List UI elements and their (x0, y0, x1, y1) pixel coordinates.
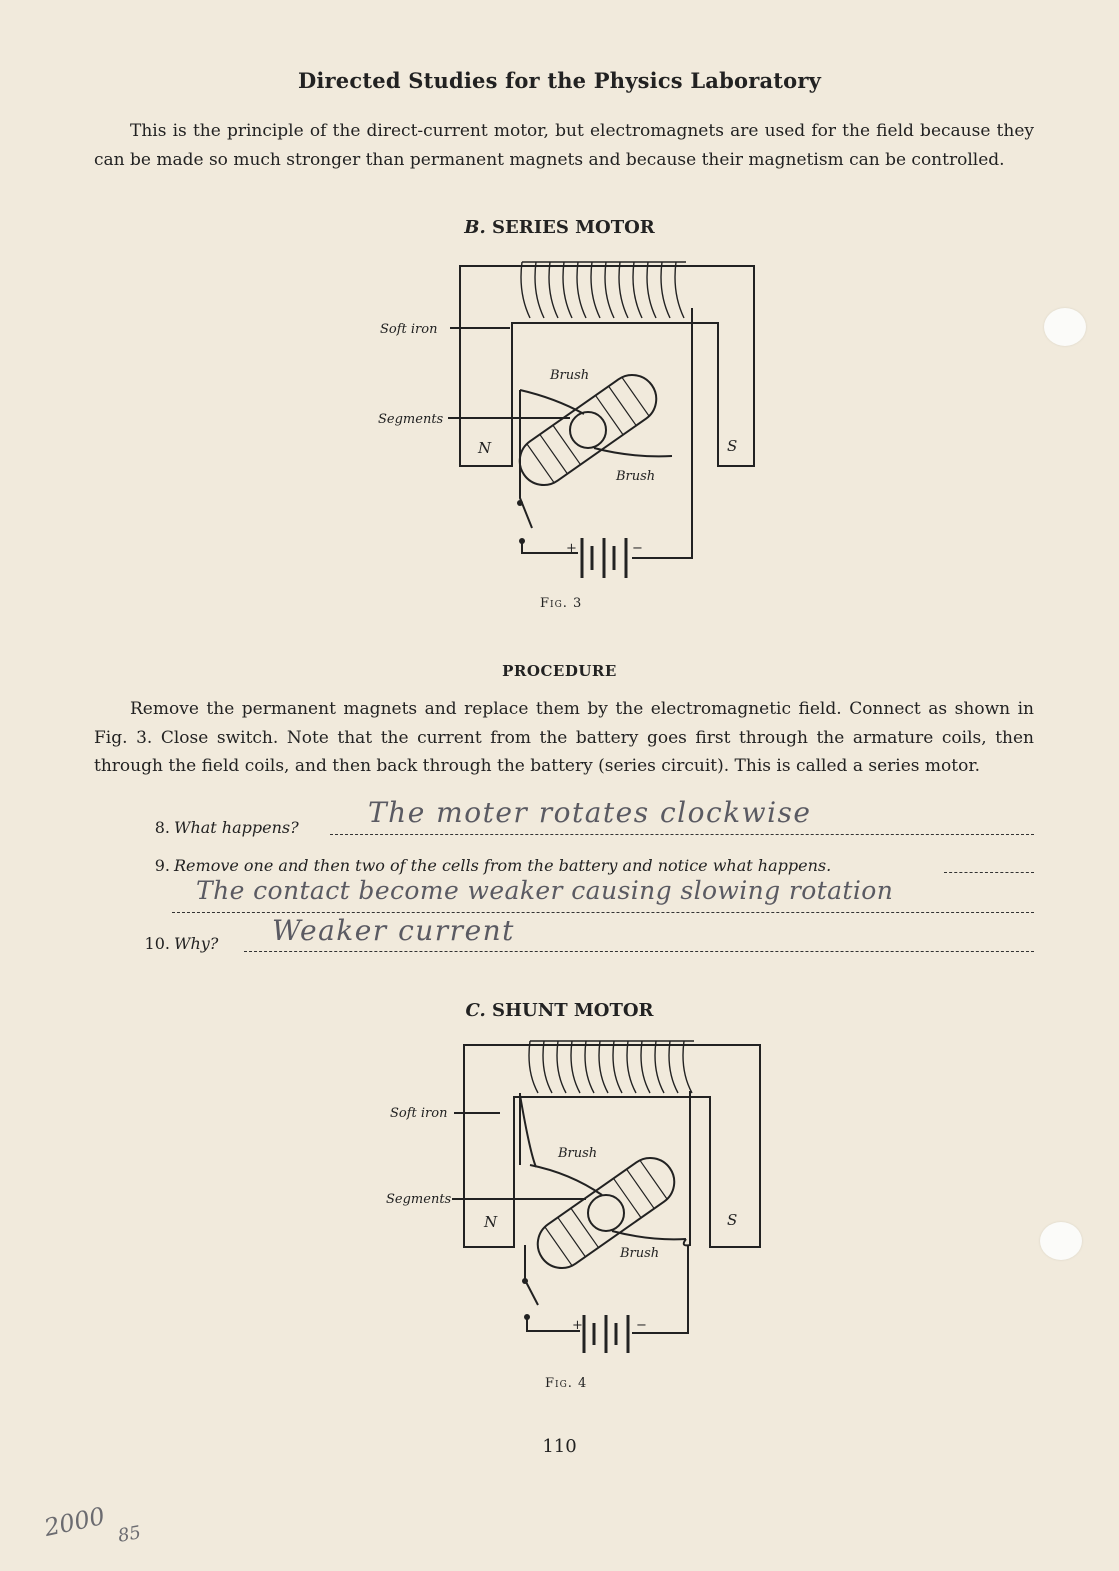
brush-bottom (594, 448, 672, 456)
punch-hole (1044, 308, 1086, 346)
series-motor-letter: B. (464, 217, 486, 238)
segments-label: Segments (378, 412, 444, 427)
procedure-paragraph: Remove the permanent magnets and replace them by the electromagnetic field. Connect as shown in Fig. 3. Close switch. Note that the current from the battery goes first through the armature coils, then through the field coils, and then back through the battery (series circuit). This is called a series motor. (94, 699, 1034, 776)
series-motor-diagram (370, 248, 770, 593)
south-pole-label: S (727, 437, 738, 455)
answer-line-9a (944, 872, 1034, 873)
switch-pivot (522, 1278, 528, 1284)
answer-9-handwriting: The contact become weaker causing slowing rotation (196, 876, 894, 905)
field-coil (529, 1041, 694, 1093)
brush-top-label: Brush (558, 1146, 598, 1161)
question-10: 10. Why? (144, 934, 219, 953)
switch-pivot (517, 500, 523, 506)
shunt-motor-letter: C. (465, 1000, 486, 1021)
figure-3-caption: Fig. 3 (540, 596, 583, 611)
intro-paragraph: This is the principle of the direct-current motor, but electromagnets are used for the field because they can be made so much stronger than permanent magnets and because their magnetism can be controlled. (94, 121, 1034, 170)
armature (528, 1149, 683, 1278)
battery-minus-label: − (632, 541, 643, 556)
answer-line-10 (244, 951, 1034, 952)
figure-4-caption: Fig. 4 (545, 1376, 588, 1391)
shunt-motor-heading (0, 1000, 1119, 1021)
wire-left (520, 390, 532, 528)
commutator (588, 1195, 624, 1231)
switch-contact (519, 538, 525, 544)
question-8: 8. What happens? (154, 818, 299, 837)
shunt-motor-title: SHUNT MOTOR (492, 1000, 654, 1021)
page-number: 110 (542, 1436, 577, 1457)
north-pole-label: N (478, 439, 492, 457)
brush-bottom-label: Brush (616, 469, 656, 484)
pencil-note: 2000 (41, 1501, 108, 1543)
brush-top-label: Brush (550, 368, 590, 383)
battery-minus-label: − (636, 1318, 647, 1333)
shunt-wire-left (520, 1093, 536, 1167)
soft-iron-label: Soft iron (390, 1106, 448, 1121)
answer-line-9b (172, 912, 1034, 913)
answer-8-handwriting: The moter rotates clockwise (368, 796, 812, 829)
procedure-heading: PROCEDURE (502, 662, 617, 680)
shunt-wire-right (684, 1091, 690, 1245)
page-title: Directed Studies for the Physics Laboratory (297, 68, 822, 93)
battery-plus-label: + (572, 1318, 583, 1333)
battery-plus-label: + (566, 541, 577, 556)
segments-label: Segments (386, 1192, 452, 1207)
south-pole-label: S (727, 1211, 738, 1229)
north-pole-label: N (484, 1213, 498, 1231)
soft-iron-label: Soft iron (380, 322, 438, 337)
battery (584, 1315, 628, 1353)
soft-iron-frame (464, 1045, 760, 1247)
wire-left (525, 1245, 538, 1305)
switch-contact (524, 1314, 530, 1320)
brush-top (530, 1165, 602, 1195)
commutator (570, 412, 606, 448)
field-coil (521, 262, 686, 318)
wire-right (632, 308, 692, 558)
series-motor-title: SERIES MOTOR (492, 217, 655, 238)
answer-10-handwriting: Weaker current (272, 914, 515, 947)
shunt-motor-diagram (380, 1035, 770, 1375)
pencil-note-2: 85 (116, 1522, 143, 1547)
series-motor-heading (0, 217, 1119, 238)
brush-bottom (612, 1231, 686, 1239)
brush-bottom-label: Brush (620, 1246, 660, 1261)
question-9: 9. Remove one and then two of the cells from the battery and notice what happens. (154, 856, 832, 875)
battery (582, 538, 626, 578)
answer-line-8 (330, 834, 1034, 835)
punch-hole (1040, 1222, 1082, 1260)
